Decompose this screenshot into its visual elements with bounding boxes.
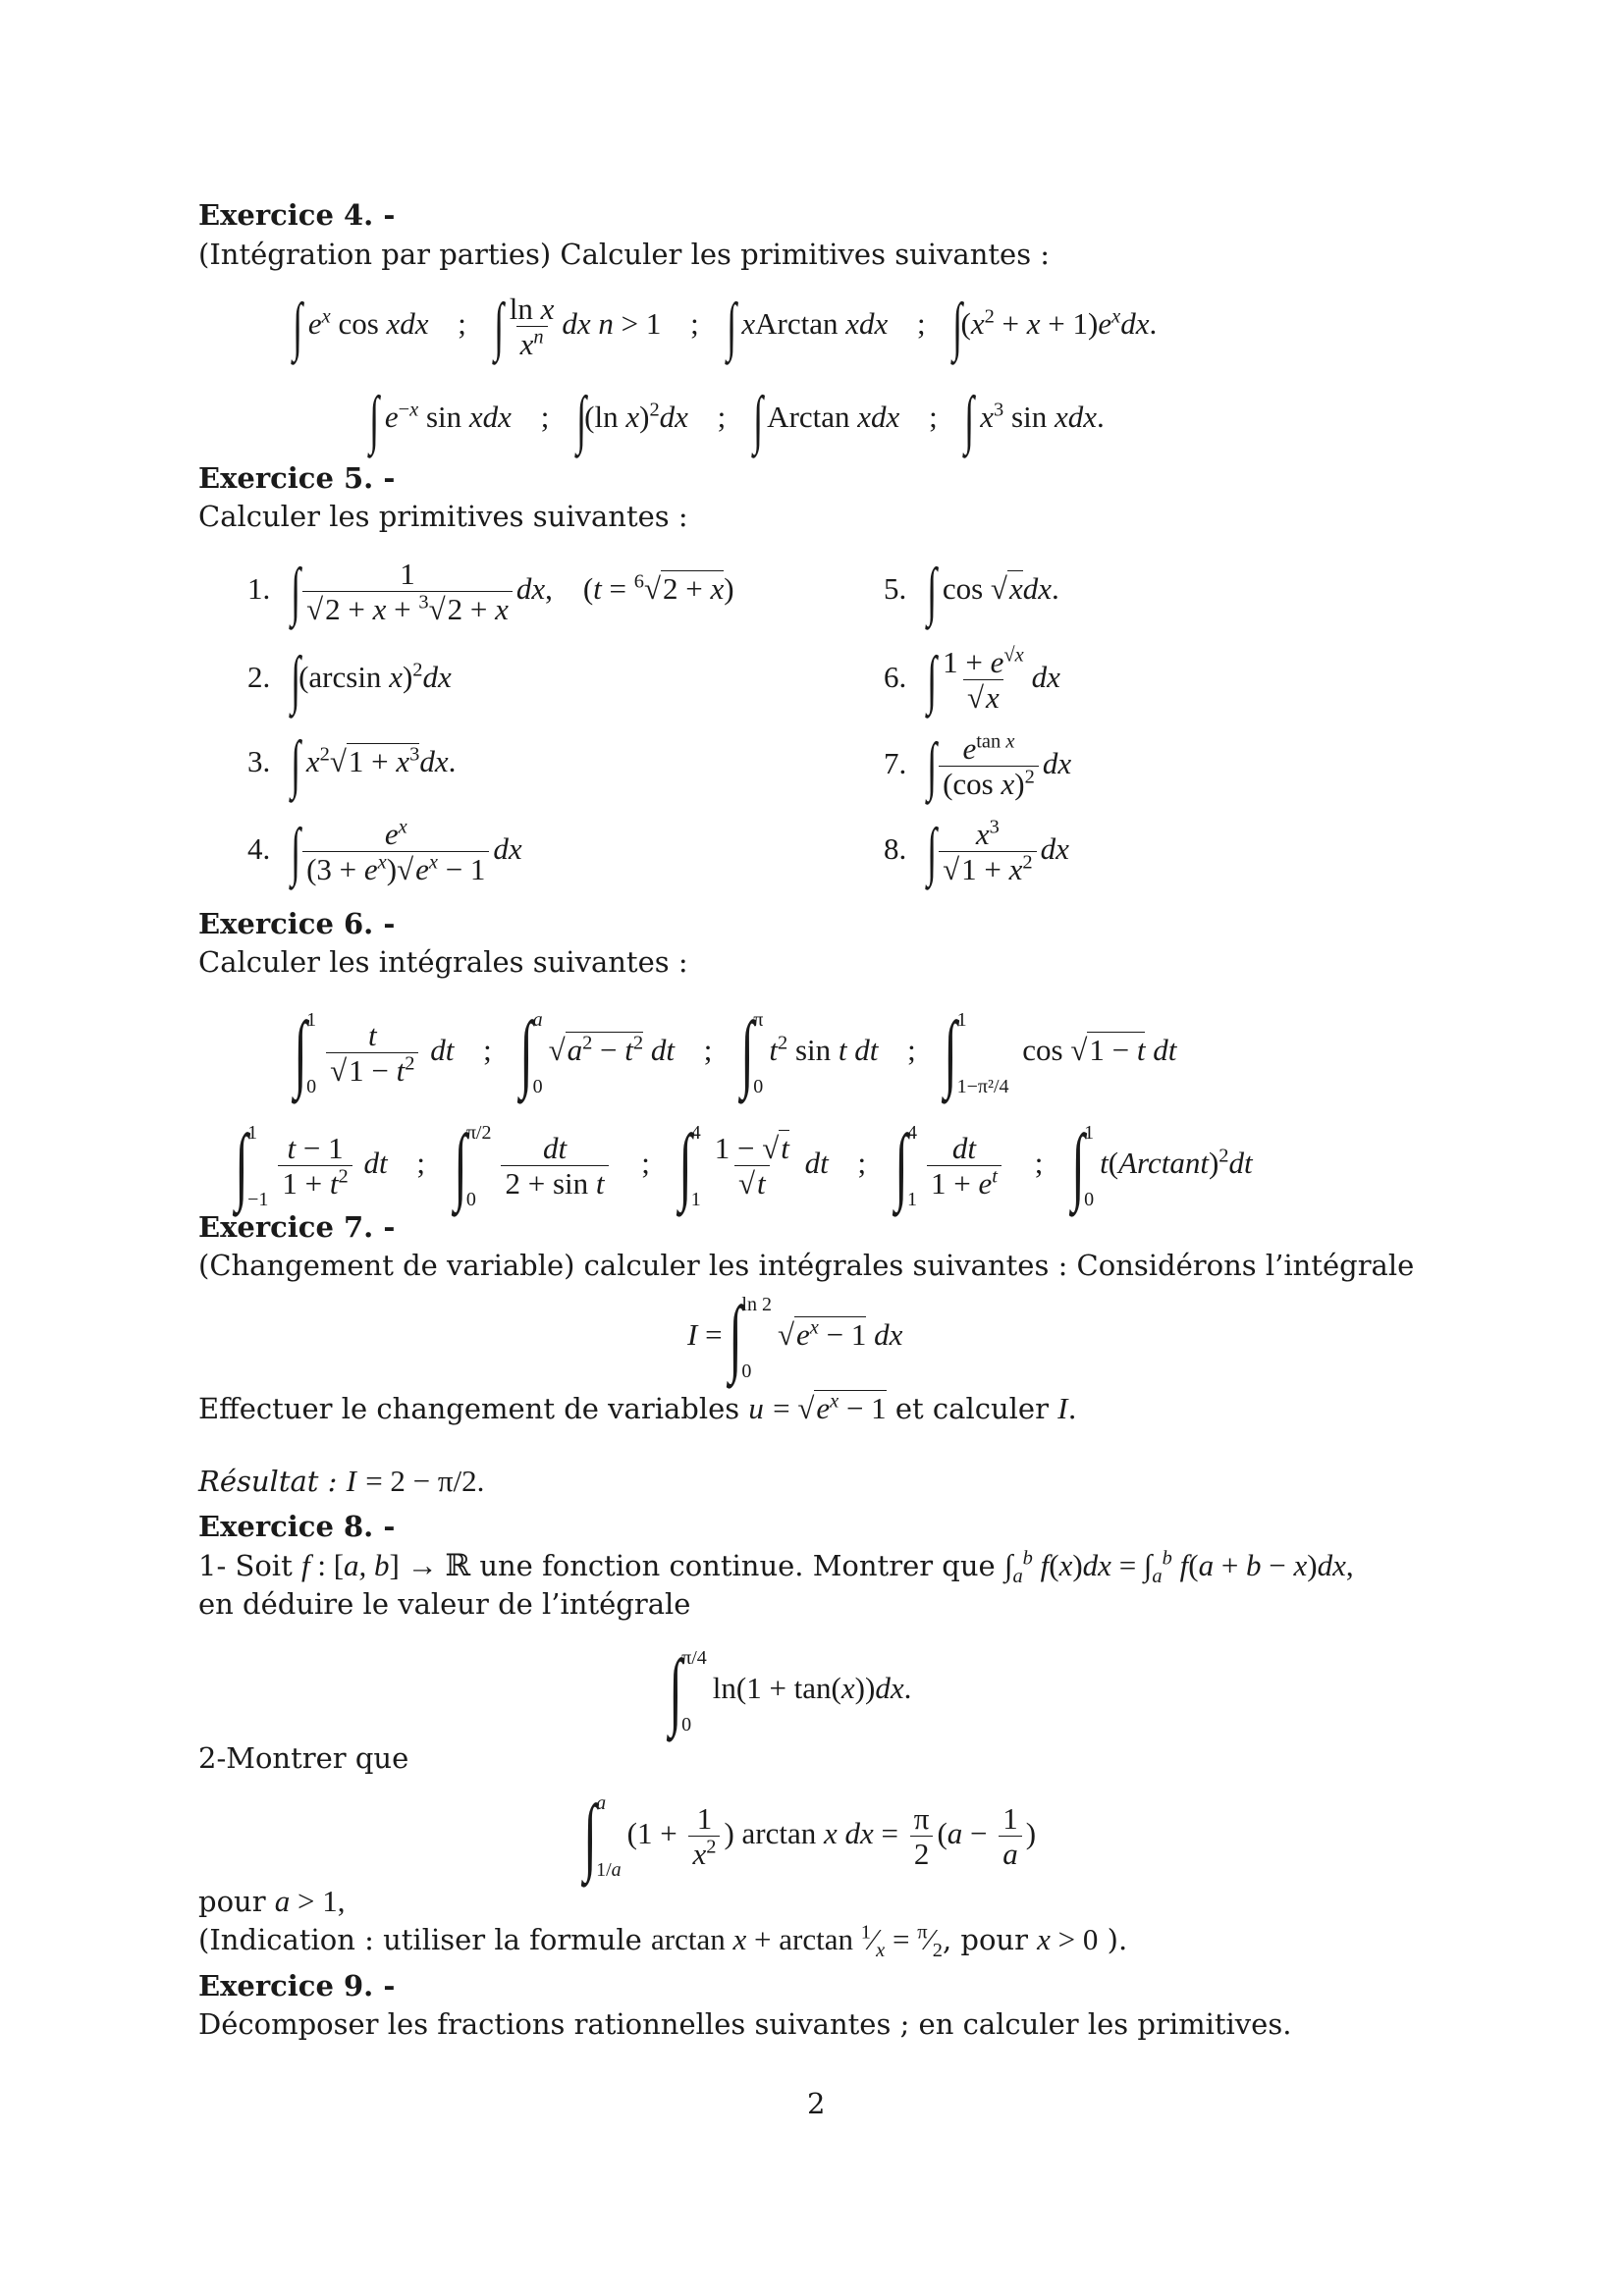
exercise-5-item-7: 7. ∫ $\frac{e^{tan x}}{(\cos x)^2}$ dx (884, 720, 1071, 808)
exercise-8-integral-1: ∫ π/4 0 ln(1 + tan(x))dx. (669, 1642, 912, 1738)
exercise-5-item-4: 4. ∫ $\frac{e^x}{(3 + e^x)√e^x - 1}$ dx (247, 805, 522, 893)
exercise-6-title: Exercice 6. - (198, 907, 396, 940)
item-number: 7. (884, 746, 907, 780)
exercise-7-substitution: Effectuer le changement de variables $u = √e^x - 1$ et calculer I. (198, 1390, 1077, 1425)
exercise-5-instruction: Calculer les primitives suivantes : (198, 500, 688, 533)
exercise-4-row-1: ∫ $e^x$ cos xdx ; ∫ $\frac{\text{ln x}}{x^n}$ dx n > 1 ; ∫ xArctan xdx ; $\int(x^2 + x + 1)e^xdx$. (293, 290, 1158, 362)
item-number: 1. (247, 571, 271, 606)
exercise-5-item-5: 5. ∫ cos √xdx. (884, 550, 1059, 628)
item-number: 3. (247, 744, 271, 778)
exercise-5-item-3: 3. ∫ $x^2√1 + x^3dx$. (247, 722, 456, 801)
item-number: 5. (884, 571, 907, 606)
item-number: 4. (247, 831, 271, 866)
exercise-5-title: Exercice 5. - (198, 461, 396, 495)
exercise-5-item-1: 1. ∫ $\frac{1}{√2 + x + ^3√2 + x}$ dx, (t = $^6$√2 + x) (247, 550, 734, 628)
exercise-7-instruction: (Changement de variable) calculer les intégrales suivantes : Considérons l’intégrale (198, 1249, 1415, 1282)
exercise-9-title: Exercice 9. - (198, 1969, 396, 2002)
exercise-8-integral-2: ∫ a 1/a (1 + $\frac{1}{x^2}$ ) arctan x dx = $\frac{\pi}{2}$ (a − $\frac{1}{a}$ ) (583, 1788, 1037, 1884)
exercise-5-item-6: 6. ∫ $\frac{1 + e^{√x}}{√x}$ dx (884, 633, 1060, 721)
exercise-8-title: Exercice 8. - (198, 1510, 396, 1543)
item-number: 6. (884, 660, 907, 694)
item-number: 2. (247, 660, 271, 694)
exercise-6-instruction: Calculer les intégrales suivantes : (198, 945, 688, 979)
exercise-5-item-2: 2. ∫(arcsin x)$^2$dx (247, 638, 452, 717)
exercise-8-condition: pour a > 1, (198, 1884, 346, 1918)
exercise-7-result: Résultat : I = 2 − π/2. (198, 1464, 485, 1498)
item-number: 8. (884, 831, 907, 866)
exercise-4-title: Exercice 4. - (198, 198, 396, 232)
exercise-5-item-8: 8. ∫ $\frac{x^3}{√1 + x^2}$ dx (884, 805, 1069, 893)
exercise-8-part-1-continued: en déduire le valeur de l’intégrale (198, 1587, 691, 1621)
exercise-4-instruction: (Intégration par parties) Calculer les primitives suivantes : (198, 238, 1051, 271)
exercise-8-part-1: 1- Soit f : [a, b] → ℝ une fonction continue. Montrer que $\int_a^b$ $f(x)dx = \int_a^b$ f(a + b − x)dx, (198, 1547, 1354, 1588)
exercise-8-hint: (Indication : utiliser la formule $\arctan x + \arctan ^1⁄_x$ = $^\pi⁄_2$, pour x > 0 ). (198, 1921, 1128, 1962)
exercise-6-row-1: ∫ 1 0 $\frac{t}{√1 - t^2}$ dt ; ∫ a 0 $√a^2 - t^2$ dt ; ∫ π 0 $t^2$ sin t dt ; ∫ 1 1−π²/4 cos √1 − t dt (294, 1004, 1177, 1100)
page-number: 2 (807, 2087, 826, 2120)
exercise-6-row-2: ∫ 1 −1 $\frac{t - 1}{1 + t^2}$ dt ; ∫ π/2 0 $\frac{dt}{\text{2 + sin t}}$ ; ∫ 4 1 $\frac{1 - √t}{√t}$ dt ; ∫ 4 1 $\frac{dt}{1 + e^t}$ ; ∫ 1 0 $t(Arctant)^2dt$ (235, 1117, 1253, 1213)
exercise-4-row-2: ∫ $e^{-x}$ sin xdx ; ∫(ln x)$^2$dx ; ∫ Arctan xdx ; ∫ $x^3$ sin xdx. (369, 383, 1105, 455)
exercise-7-integral: I = ∫ ln 2 0 $√e^x - 1$ dx (687, 1289, 903, 1385)
exercise-9-instruction: Décomposer les fractions rationnelles suivantes ; en calculer les primitives. (198, 2007, 1292, 2041)
exercise-7-title: Exercice 7. - (198, 1210, 396, 1244)
exercise-8-part-2: 2-Montrer que (198, 1741, 409, 1775)
